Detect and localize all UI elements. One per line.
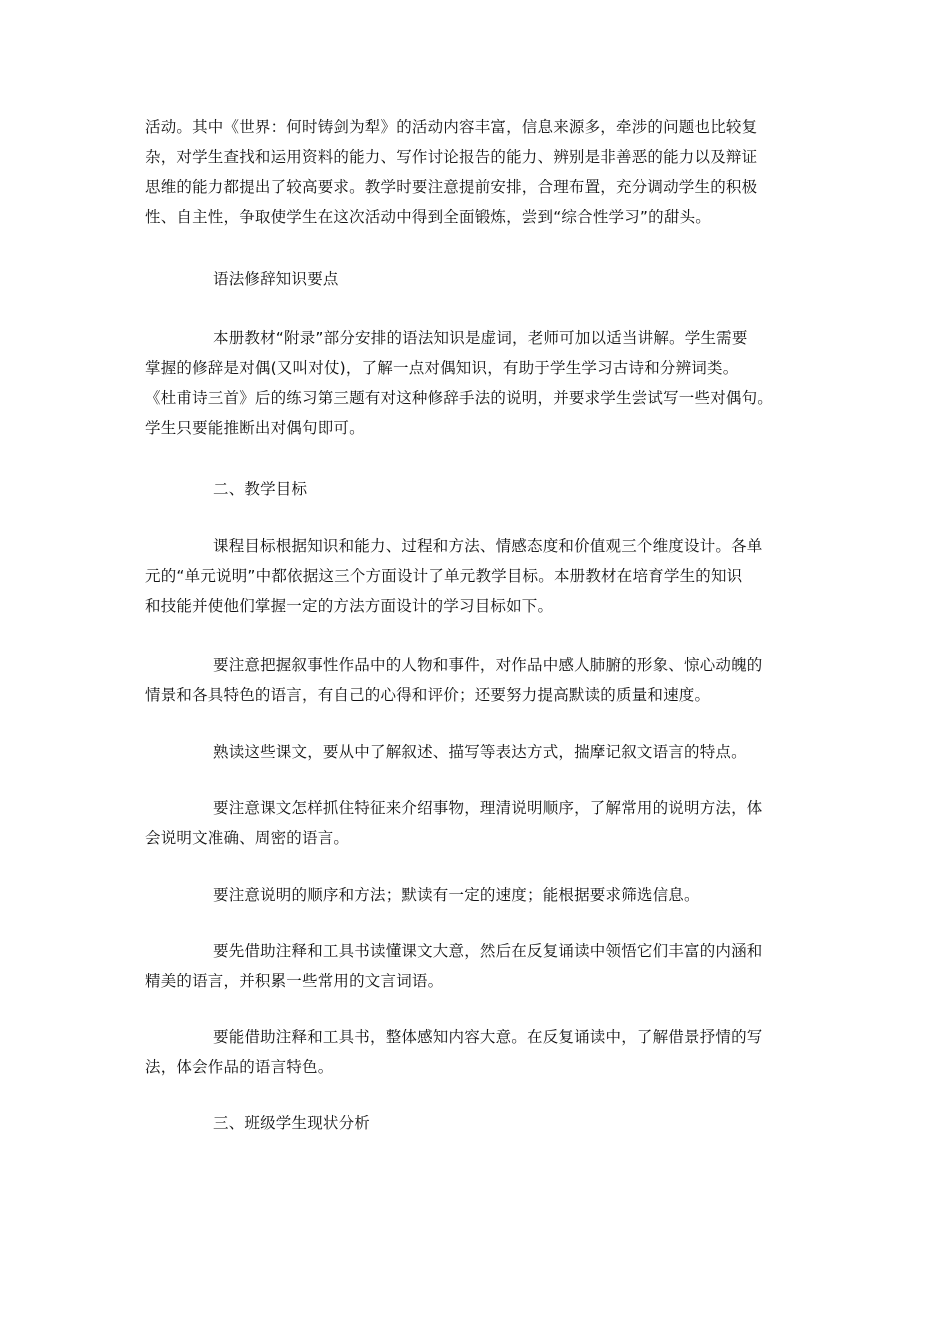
text-line: 《杜甫诗三首》后的练习第三题有对这种修辞手法的说明，并要求学生尝试写一些对偶句。 xyxy=(145,389,774,407)
heading-student-analysis xyxy=(145,1108,817,1138)
paragraph-classical xyxy=(145,936,817,996)
text-line: 要注意课文怎样抓住特征来介绍事物，理清说明顺序，了解常用的说明方法，体 xyxy=(213,799,763,817)
section-heading: 语法修辞知识要点 xyxy=(213,270,339,288)
paragraph-course-goals xyxy=(145,531,817,621)
text-line: 本册教材“附录”部分安排的语法知识是虚词，老师可加以适当讲解。学生需要 xyxy=(213,329,748,347)
text-line: 元的“单元说明”中都依据这三个方面设计了单元教学目标。本册教材在培育学生的知识 xyxy=(145,567,743,585)
paragraph-reading xyxy=(145,737,817,767)
paragraph-narrative xyxy=(145,650,817,710)
text-line: 要能借助注释和工具书，整体感知内容大意。在反复诵读中，了解借景抒情的写 xyxy=(213,1028,763,1046)
text-line: 课程目标根据知识和能力、过程和方法、情感态度和价值观三个维度设计。各单 xyxy=(213,537,763,555)
paragraph-explanation-order xyxy=(145,880,817,910)
section-heading: 三、班级学生现状分析 xyxy=(213,1114,371,1132)
text-line: 精美的语言，并积累一些常用的文言词语。 xyxy=(145,972,444,990)
text-line: 要注意说明的顺序和方法；默读有一定的速度；能根据要求筛选信息。 xyxy=(213,886,700,904)
paragraph-expository xyxy=(145,793,817,853)
text-line: 要注意把握叙事性作品中的人物和事件，对作品中感人肺腑的形象、惊心动魄的 xyxy=(213,656,763,674)
text-line: 活动。其中《世界：何时铸剑为犁》的活动内容丰富，信息来源多，牵涉的问题也比较复 xyxy=(145,118,758,136)
text-line: 思维的能力都提出了较高要求。教学时要注意提前安排，合理布置，充分调动学生的积极 xyxy=(145,178,758,196)
text-line: 熟读这些课文，要从中了解叙述、描写等表达方式，揣摩记叙文语言的特点。 xyxy=(213,743,747,761)
heading-grammar-rhetoric xyxy=(145,264,817,294)
text-line: 和技能并使他们掌握一定的方法方面设计的学习目标如下。 xyxy=(145,597,554,615)
text-line: 法，体会作品的语言特色。 xyxy=(145,1058,334,1076)
text-line: 杂，对学生查找和运用资料的能力、写作讨论报告的能力、辨别是非善恶的能力以及辩证 xyxy=(145,148,758,166)
text-line: 性、自主性，争取使学生在这次活动中得到全面锻炼，尝到“综合性学习”的甜头。 xyxy=(145,208,711,226)
text-line: 要先借助注释和工具书读懂课文大意，然后在反复诵读中领悟它们丰富的内涵和 xyxy=(213,942,763,960)
paragraph-grammar xyxy=(145,323,817,443)
heading-teaching-goals xyxy=(145,474,817,504)
paragraph-activity xyxy=(145,112,817,232)
text-line: 会说明文准确、周密的语言。 xyxy=(145,829,350,847)
text-line: 情景和各具特色的语言，有自己的心得和评价；还要努力提高默读的质量和速度。 xyxy=(145,686,711,704)
paragraph-poetry xyxy=(145,1022,817,1082)
text-line: 学生只要能推断出对偶句即可。 xyxy=(145,419,365,437)
text-line: 掌握的修辞是对偶(又叫对仗)，了解一点对偶知识，有助于学生学习古诗和分辨词类。 xyxy=(145,359,739,377)
section-heading: 二、教学目标 xyxy=(213,480,308,498)
